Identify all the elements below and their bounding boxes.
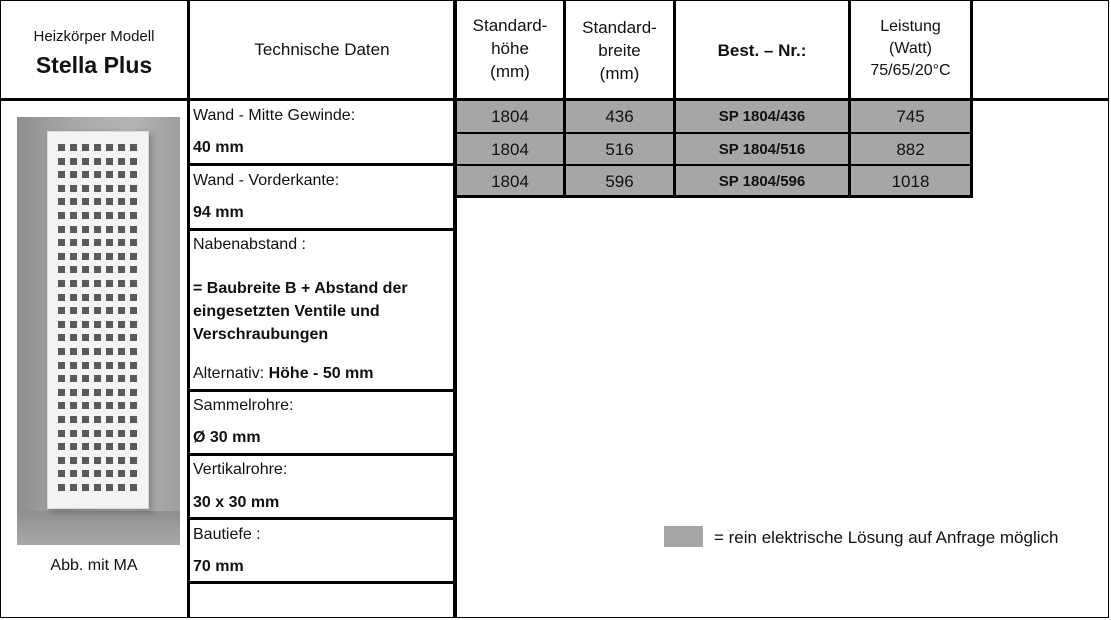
radiator-square	[106, 416, 113, 423]
radiator-square	[118, 198, 125, 205]
header-tech-data: Technische Daten	[254, 40, 390, 59]
radiator-square	[130, 266, 137, 273]
radiator-square	[58, 239, 65, 246]
radiator-square	[70, 375, 77, 382]
radiator-square	[58, 226, 65, 233]
radiator-square	[130, 457, 137, 464]
radiator-square	[58, 280, 65, 287]
radiator-square	[70, 158, 77, 165]
header-standard-width: Standard- breite (mm)	[582, 18, 657, 83]
tech-label-wall-thread: Wand - Mitte Gewinde:	[193, 107, 356, 124]
radiator-square	[94, 375, 101, 382]
radiator-square	[130, 334, 137, 341]
radiator-square	[70, 144, 77, 151]
col-divider-power	[970, 0, 973, 198]
radiator-square	[58, 307, 65, 314]
legend-swatch	[664, 526, 703, 547]
radiator-square	[58, 430, 65, 437]
radiator-square	[70, 470, 77, 477]
model-label: Heizkörper Modell	[33, 28, 155, 45]
tech-alt-hub-distance: Alternativ: Höhe - 50 mm	[193, 365, 374, 382]
radiator-square	[118, 430, 125, 437]
product-power: 745	[851, 101, 970, 132]
radiator-square	[70, 226, 77, 233]
tech-label-wall-front: Wand - Vorderkante:	[193, 172, 340, 189]
header-power: Leistung (Watt) 75/65/20°C	[870, 18, 951, 79]
radiator-square	[130, 443, 137, 450]
radiator-square	[118, 484, 125, 491]
radiator-square	[106, 457, 113, 464]
radiator-square	[106, 185, 113, 192]
product-table-bottom	[456, 195, 973, 198]
product-height: 1804	[457, 101, 563, 132]
radiator-square	[94, 253, 101, 260]
radiator-square	[70, 321, 77, 328]
radiator-square	[118, 334, 125, 341]
radiator-square	[118, 443, 125, 450]
radiator-square	[82, 226, 89, 233]
radiator-square	[118, 294, 125, 301]
tech-row-divider	[188, 389, 456, 392]
radiator-square	[58, 294, 65, 301]
radiator-square	[82, 171, 89, 178]
radiator-square	[106, 348, 113, 355]
radiator-square	[70, 416, 77, 423]
radiator-square	[70, 266, 77, 273]
radiator-square	[70, 443, 77, 450]
tech-label-hub-distance: Nabenabstand :	[193, 236, 306, 253]
product-width: 436	[566, 101, 673, 132]
radiator-square	[130, 348, 137, 355]
radiator-square	[94, 348, 101, 355]
tech-value-depth: 70 mm	[193, 558, 244, 575]
radiator-square	[130, 171, 137, 178]
tech-row-divider	[188, 163, 456, 166]
radiator-square	[118, 253, 125, 260]
radiator-square	[106, 280, 113, 287]
radiator-square	[82, 212, 89, 219]
radiator-square	[106, 144, 113, 151]
radiator-square	[58, 185, 65, 192]
product-order-number: SP 1804/516	[676, 134, 848, 164]
radiator-square	[118, 457, 125, 464]
radiator-square	[58, 198, 65, 205]
radiator-square	[82, 158, 89, 165]
radiator-square	[106, 430, 113, 437]
tech-value-vertical: 30 x 30 mm	[193, 494, 280, 511]
radiator-square	[58, 348, 65, 355]
product-order-number: SP 1804/596	[676, 166, 848, 196]
radiator-square	[94, 266, 101, 273]
radiator-square	[94, 144, 101, 151]
radiator-square	[82, 334, 89, 341]
radiator-square	[106, 212, 113, 219]
radiator-square	[82, 470, 89, 477]
radiator-square	[106, 484, 113, 491]
radiator-square	[58, 443, 65, 450]
radiator-square	[70, 212, 77, 219]
tech-value-hub-distance: = Baubreite B + Abstand der eingesetzten Ventile und Verschraubungen	[193, 280, 408, 343]
product-power: 882	[851, 134, 970, 164]
radiator-square	[58, 375, 65, 382]
tech-row-divider	[188, 453, 456, 456]
radiator-square	[118, 239, 125, 246]
radiator-square	[118, 280, 125, 287]
radiator-square	[94, 307, 101, 314]
radiator-square	[106, 158, 113, 165]
radiator-square	[58, 266, 65, 273]
radiator-square	[106, 253, 113, 260]
radiator-square	[82, 348, 89, 355]
radiator-square	[58, 171, 65, 178]
radiator-square	[130, 185, 137, 192]
radiator-square	[58, 457, 65, 464]
radiator-square	[70, 239, 77, 246]
radiator-square	[82, 484, 89, 491]
radiator-square	[58, 334, 65, 341]
radiator-square	[94, 171, 101, 178]
radiator-square	[130, 212, 137, 219]
tech-row-divider	[188, 581, 456, 584]
radiator-square	[82, 321, 89, 328]
product-order-number: SP 1804/436	[676, 101, 848, 132]
radiator-square	[94, 443, 101, 450]
radiator-square	[106, 171, 113, 178]
radiator-square	[106, 226, 113, 233]
radiator-square	[106, 402, 113, 409]
radiator-square	[82, 362, 89, 369]
radiator-square	[130, 239, 137, 246]
radiator-square	[58, 470, 65, 477]
radiator-square	[94, 294, 101, 301]
radiator-square	[118, 266, 125, 273]
radiator-square	[58, 402, 65, 409]
radiator-square	[130, 389, 137, 396]
radiator-square	[82, 375, 89, 382]
tech-row-divider	[188, 517, 456, 520]
floor	[17, 511, 180, 545]
radiator-square	[130, 280, 137, 287]
radiator-image	[17, 117, 180, 545]
legend-text: = rein elektrische Lösung auf Anfrage möglich	[714, 528, 1059, 547]
radiator-square	[82, 402, 89, 409]
radiator-square	[82, 389, 89, 396]
radiator-square	[82, 294, 89, 301]
tech-label-depth: Bautiefe :	[193, 526, 261, 543]
radiator-square	[130, 253, 137, 260]
radiator-square	[58, 389, 65, 396]
radiator-square	[106, 266, 113, 273]
radiator-square	[82, 280, 89, 287]
radiator-square	[130, 430, 137, 437]
radiator-square	[106, 294, 113, 301]
radiator-square	[130, 144, 137, 151]
radiator-square	[82, 457, 89, 464]
radiator-square	[118, 348, 125, 355]
radiator-square	[118, 416, 125, 423]
radiator-square	[118, 362, 125, 369]
radiator-square	[70, 198, 77, 205]
radiator-square	[70, 253, 77, 260]
radiator-square	[70, 402, 77, 409]
product-width: 596	[566, 166, 673, 196]
radiator-square	[82, 144, 89, 151]
tech-row-divider	[188, 228, 456, 231]
radiator-square	[94, 321, 101, 328]
radiator-square	[82, 185, 89, 192]
radiator-square	[58, 362, 65, 369]
radiator-square	[82, 239, 89, 246]
radiator-square	[106, 239, 113, 246]
radiator-square	[70, 294, 77, 301]
radiator-square	[94, 402, 101, 409]
radiator-square	[94, 470, 101, 477]
radiator-square	[118, 375, 125, 382]
radiator-square	[106, 470, 113, 477]
radiator-square	[82, 266, 89, 273]
radiator-square	[70, 334, 77, 341]
radiator-square	[82, 307, 89, 314]
radiator-square	[118, 470, 125, 477]
product-height: 1804	[457, 134, 563, 164]
radiator-square	[70, 362, 77, 369]
tech-label-collector: Sammelrohre:	[193, 397, 294, 414]
radiator-square	[94, 416, 101, 423]
radiator-square	[94, 457, 101, 464]
header-standard-height: Standard- höhe (mm)	[472, 16, 548, 81]
radiator-square	[58, 416, 65, 423]
radiator-square	[130, 321, 137, 328]
radiator-square	[58, 321, 65, 328]
radiator-square	[70, 307, 77, 314]
col-divider-model	[187, 0, 190, 618]
radiator-square	[106, 334, 113, 341]
radiator-square	[118, 144, 125, 151]
col-divider-tech	[453, 0, 457, 618]
radiator-square	[118, 185, 125, 192]
radiator-square	[118, 402, 125, 409]
radiator-square	[94, 198, 101, 205]
radiator-square	[106, 362, 113, 369]
model-name: Stella Plus	[35, 52, 153, 78]
tech-value-wall-front: 94 mm	[193, 204, 244, 221]
radiator-square	[130, 226, 137, 233]
radiator-square	[106, 375, 113, 382]
radiator-square	[94, 280, 101, 287]
radiator-square	[130, 307, 137, 314]
tech-value-wall-thread: 40 mm	[193, 139, 244, 156]
radiator-square	[94, 185, 101, 192]
radiator-square	[118, 321, 125, 328]
radiator-square	[70, 430, 77, 437]
radiator-square	[70, 484, 77, 491]
radiator-square	[130, 294, 137, 301]
radiator-square	[118, 389, 125, 396]
radiator-square	[58, 253, 65, 260]
radiator-square	[118, 212, 125, 219]
header-order-number: Best. – Nr.:	[717, 41, 807, 60]
radiator-square	[106, 307, 113, 314]
radiator-square	[58, 212, 65, 219]
radiator-square	[94, 484, 101, 491]
radiator-square	[70, 389, 77, 396]
radiator-square	[118, 158, 125, 165]
radiator-square	[130, 198, 137, 205]
radiator-square	[82, 430, 89, 437]
radiator-square	[130, 402, 137, 409]
radiator-square	[82, 416, 89, 423]
radiator-square	[70, 280, 77, 287]
radiator-square	[130, 158, 137, 165]
radiator-square	[94, 158, 101, 165]
radiator-square	[94, 239, 101, 246]
radiator-square	[94, 212, 101, 219]
tech-label-vertical: Vertikalrohre:	[193, 461, 288, 478]
radiator-panel	[47, 131, 149, 509]
radiator-square	[130, 470, 137, 477]
product-width: 516	[566, 134, 673, 164]
radiator-square	[94, 334, 101, 341]
radiator-square	[94, 226, 101, 233]
radiator-square	[70, 348, 77, 355]
radiator-square	[58, 144, 65, 151]
radiator-square	[130, 362, 137, 369]
radiator-square	[70, 185, 77, 192]
radiator-square	[70, 171, 77, 178]
radiator-square	[94, 389, 101, 396]
radiator-square	[94, 362, 101, 369]
radiator-square	[94, 430, 101, 437]
product-power: 1018	[851, 166, 970, 196]
radiator-square	[118, 171, 125, 178]
radiator-square	[106, 443, 113, 450]
radiator-square	[130, 484, 137, 491]
radiator-square	[118, 226, 125, 233]
radiator-square	[130, 416, 137, 423]
radiator-square	[130, 375, 137, 382]
radiator-square	[70, 457, 77, 464]
tech-value-collector: Ø 30 mm	[193, 429, 261, 446]
radiator-square	[58, 158, 65, 165]
radiator-square	[106, 321, 113, 328]
product-height: 1804	[457, 166, 563, 196]
radiator-square	[82, 198, 89, 205]
image-caption: Abb. mit MA	[50, 557, 138, 574]
radiator-square	[82, 253, 89, 260]
radiator-square	[82, 443, 89, 450]
radiator-square	[58, 484, 65, 491]
radiator-square	[106, 198, 113, 205]
radiator-square	[118, 307, 125, 314]
radiator-square	[106, 389, 113, 396]
